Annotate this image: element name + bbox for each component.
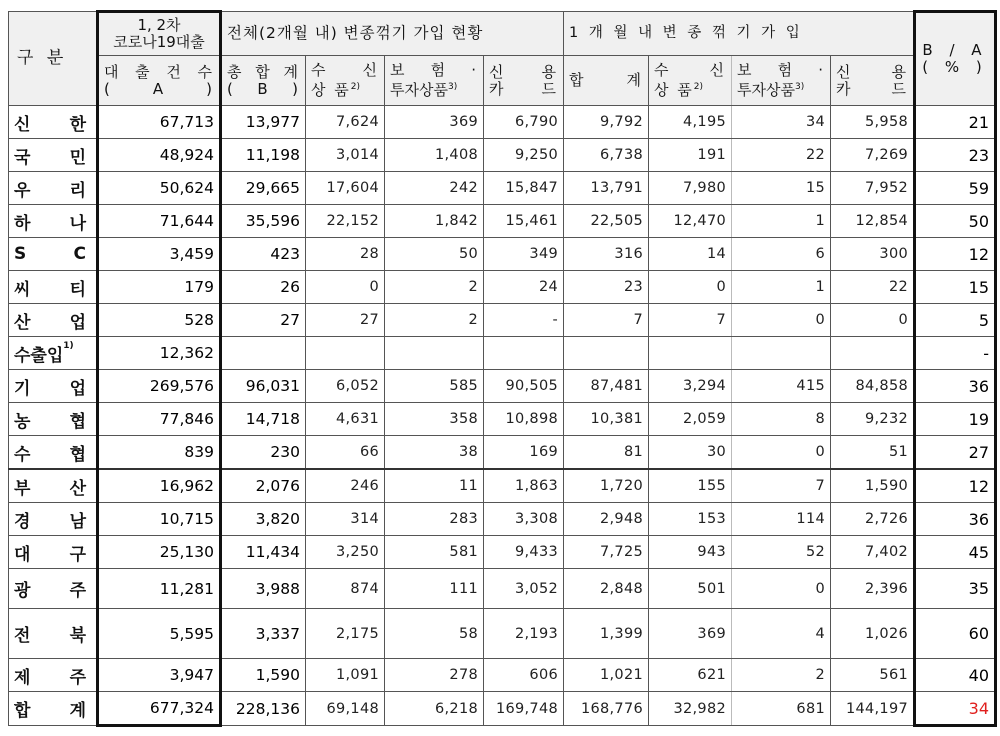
table-row (9, 106, 996, 139)
month-insurance-investment-products: 4 (732, 609, 831, 659)
month-total: 168,776 (564, 692, 649, 726)
insurance-investment-products: 358 (385, 403, 484, 436)
month-deposit-products: 153 (649, 503, 732, 536)
institution-name (9, 659, 98, 692)
insurance-investment-products: 581 (385, 536, 484, 569)
month-credit-card: 0 (831, 304, 915, 337)
total-sum-b: 2,076 (221, 469, 306, 503)
loan-group-line2: 코로나19대출 (113, 33, 205, 51)
loan-count-a: 3,459 (98, 238, 221, 271)
total-sum-b: 423 (221, 238, 306, 271)
insurance-investment-products: 283 (385, 503, 484, 536)
loan-count-a: 12,362 (98, 337, 221, 370)
loan-count-a: 269,576 (98, 370, 221, 403)
deposit-header (306, 56, 385, 106)
table-row (9, 337, 996, 370)
card-line1: 신 용 (489, 62, 558, 81)
month-insurance-investment-products (732, 337, 831, 370)
institution-name (9, 536, 98, 569)
month-credit-card: 22 (831, 271, 915, 304)
institution-name (9, 304, 98, 337)
institution-name-part-a: 부 (14, 478, 31, 499)
total-sum-b: 11,434 (221, 536, 306, 569)
month-insurance-investment-products: 7 (732, 469, 831, 503)
table-row (9, 370, 996, 403)
table-row (9, 304, 996, 337)
loan-group-header (98, 12, 221, 56)
month-deposit-line2: 상 품 (654, 81, 694, 99)
deposit-products: 1,091 (306, 659, 385, 692)
month-total: 87,481 (564, 370, 649, 403)
table-row (9, 536, 996, 569)
total-sum-b: 29,665 (221, 172, 306, 205)
month-insurance-investment-products: 34 (732, 106, 831, 139)
ratio-b-over-a: 45 (915, 536, 996, 569)
total-sum-b: 230 (221, 436, 306, 470)
deposit-products: 6,052 (306, 370, 385, 403)
total-sum-b: 3,337 (221, 609, 306, 659)
month-deposit-products: 14 (649, 238, 732, 271)
month-card-line1: 신 용 (836, 62, 908, 81)
table-row (9, 503, 996, 536)
institution-name (9, 436, 98, 470)
deposit-line2: 상 품 (311, 81, 351, 99)
ratio-b-over-a: 12 (915, 469, 996, 503)
institution-name-part-a: 대 (14, 544, 31, 565)
deposit-products: 69,148 (306, 692, 385, 726)
month-deposit-footnote: 2) (693, 82, 703, 92)
month-total (564, 337, 649, 370)
month-deposit-line1: 수 신 (654, 61, 726, 79)
institution-name (9, 469, 98, 503)
table-body (9, 106, 996, 726)
credit-card (484, 337, 564, 370)
one-month-tie-in-group-header: 1 개 월 내 변 종 꺾 기 가 입 (564, 12, 915, 56)
ratio-b-over-a: 15 (915, 271, 996, 304)
month-credit-card: 7,402 (831, 536, 915, 569)
institution-name-part-b: 협 (69, 444, 86, 465)
institution-name-part-b: 산 (69, 478, 86, 499)
loan-count-a: 839 (98, 436, 221, 470)
total-tie-in-group-header: 전체(2개월 내) 변종꺾기 가입 현황 (221, 12, 564, 56)
ratio-b-over-a: 34 (915, 692, 996, 726)
month-card-header (831, 56, 915, 106)
month-deposit-products: 0 (649, 271, 732, 304)
insurance-investment-products: 38 (385, 436, 484, 470)
total-sum-b: 3,988 (221, 569, 306, 609)
month-deposit-products: 155 (649, 469, 732, 503)
institution-name-part-b: 리 (69, 180, 86, 201)
institution-name-part-a: 산 (14, 312, 31, 333)
institution-name-part-a: 하 (14, 213, 31, 234)
table-row (9, 609, 996, 659)
institution-name (9, 370, 98, 403)
month-insurance-investment-products: 22 (732, 139, 831, 172)
month-insurance-investment-products: 1 (732, 205, 831, 238)
table-row (9, 139, 996, 172)
total-sum-b: 27 (221, 304, 306, 337)
ratio-b-over-a: 36 (915, 503, 996, 536)
institution-name-part-b: 한 (69, 114, 86, 135)
insurance-investment-products: 50 (385, 238, 484, 271)
card-header (484, 56, 564, 106)
month-total: 81 (564, 436, 649, 470)
total-sum-b: 228,136 (221, 692, 306, 726)
credit-card: 3,052 (484, 569, 564, 609)
month-total: 23 (564, 271, 649, 304)
ratio-b-over-a: 59 (915, 172, 996, 205)
institution-name (9, 172, 98, 205)
table-row (9, 403, 996, 436)
ratio-b-over-a: 19 (915, 403, 996, 436)
insurance-header (385, 56, 484, 106)
institution-name-part-a: 수출입 (14, 345, 64, 366)
month-insurance-investment-products: 114 (732, 503, 831, 536)
institution-name-part-b: 주 (69, 581, 86, 601)
month-credit-card: 84,858 (831, 370, 915, 403)
month-insurance-line1: 보 험 · (737, 61, 825, 79)
institution-name (9, 609, 98, 659)
month-deposit-products: 943 (649, 536, 732, 569)
loan-count-a: 677,324 (98, 692, 221, 726)
month-deposit-products: 2,059 (649, 403, 732, 436)
loan-count-line1: 대 출 건 수 (104, 62, 214, 81)
ratio-b-over-a: 50 (915, 205, 996, 238)
institution-name-part-b: 북 (69, 626, 86, 646)
credit-card: 10,898 (484, 403, 564, 436)
month-credit-card: 9,232 (831, 403, 915, 436)
credit-card: 2,193 (484, 609, 564, 659)
insurance-investment-products: 278 (385, 659, 484, 692)
institution-name (9, 403, 98, 436)
month-credit-card: 7,269 (831, 139, 915, 172)
month-credit-card: 144,197 (831, 692, 915, 726)
ratio-b-over-a: 21 (915, 106, 996, 139)
month-total: 1,021 (564, 659, 649, 692)
month-insurance-investment-products: 2 (732, 659, 831, 692)
insurance-investment-products: 2 (385, 304, 484, 337)
institution-name-part-a: 광 (14, 581, 31, 601)
total-sum-b (221, 337, 306, 370)
credit-card: - (484, 304, 564, 337)
total-sum-b: 1,590 (221, 659, 306, 692)
insurance-investment-products: 1,842 (385, 205, 484, 238)
credit-card: 349 (484, 238, 564, 271)
month-credit-card: 2,726 (831, 503, 915, 536)
deposit-footnote: 2) (350, 82, 360, 92)
insurance-investment-products: 2 (385, 271, 484, 304)
total-sum-b: 26 (221, 271, 306, 304)
table-row (9, 271, 996, 304)
month-deposit-products: 7 (649, 304, 732, 337)
institution-name-part-b: 계 (69, 701, 86, 721)
loan-count-a: 71,644 (98, 205, 221, 238)
ratio-b-over-a: 23 (915, 139, 996, 172)
loan-count-a: 50,624 (98, 172, 221, 205)
credit-card: 9,250 (484, 139, 564, 172)
credit-card: 169,748 (484, 692, 564, 726)
institution-name (9, 569, 98, 609)
institution-name-part-b: 업 (69, 312, 86, 333)
deposit-products: 7,624 (306, 106, 385, 139)
ratio-b-over-a: 60 (915, 609, 996, 659)
loan-count-a: 67,713 (98, 106, 221, 139)
institution-name (9, 205, 98, 238)
month-total: 13,791 (564, 172, 649, 205)
institution-name-part-b: 협 (69, 411, 86, 432)
institution-name-part-b: 구 (69, 544, 86, 565)
month-total: 10,381 (564, 403, 649, 436)
insurance-investment-products: 369 (385, 106, 484, 139)
ratio-header-line1: B / A (922, 41, 988, 59)
loan-group-line1: 1, 2차 (137, 16, 181, 34)
insurance-investment-products: 585 (385, 370, 484, 403)
institution-name-part-b: C (73, 244, 86, 264)
institution-name (9, 106, 98, 139)
card-line2: 카 드 (489, 79, 558, 98)
credit-card: 606 (484, 659, 564, 692)
deposit-products: 66 (306, 436, 385, 470)
deposit-products (306, 337, 385, 370)
loan-count-a: 11,281 (98, 569, 221, 609)
total-sum-header (221, 56, 306, 106)
month-credit-card (831, 337, 915, 370)
month-insurance-investment-products: 0 (732, 304, 831, 337)
month-total: 1,399 (564, 609, 649, 659)
table-row (9, 205, 996, 238)
institution-name (9, 692, 98, 726)
month-credit-card: 7,952 (831, 172, 915, 205)
institution-name (9, 271, 98, 304)
insurance-line1: 보 험 · (390, 61, 478, 79)
credit-card: 1,863 (484, 469, 564, 503)
total-sum-b: 96,031 (221, 370, 306, 403)
deposit-products: 27 (306, 304, 385, 337)
loan-count-a: 179 (98, 271, 221, 304)
insurance-investment-products (385, 337, 484, 370)
month-credit-card: 12,854 (831, 205, 915, 238)
month-total: 2,848 (564, 569, 649, 609)
institution-name-part-b: 주 (69, 667, 86, 688)
month-deposit-products: 7,980 (649, 172, 732, 205)
table-row (9, 569, 996, 609)
insurance-line2: 투자상품 (390, 81, 448, 99)
ratio-header (915, 12, 996, 106)
deposit-products: 22,152 (306, 205, 385, 238)
institution-name-part-a: 농 (14, 411, 31, 432)
table-row (9, 692, 996, 726)
ratio-b-over-a: - (915, 337, 996, 370)
month-total: 7 (564, 304, 649, 337)
total-sum-line2: ( B ) (227, 79, 300, 98)
loan-count-a: 5,595 (98, 609, 221, 659)
ratio-b-over-a: 12 (915, 238, 996, 271)
loan-count-a: 77,846 (98, 403, 221, 436)
insurance-investment-products: 1,408 (385, 139, 484, 172)
month-total: 2,948 (564, 503, 649, 536)
month-total: 22,505 (564, 205, 649, 238)
month-insurance-footnote: 3) (794, 82, 805, 92)
institution-name-part-a: 전 (14, 626, 31, 646)
deposit-products: 3,014 (306, 139, 385, 172)
total-sum-b: 13,977 (221, 106, 306, 139)
institution-name-part-b: 민 (69, 147, 86, 168)
institution-name-part-a: 우 (14, 180, 31, 201)
credit-card: 169 (484, 436, 564, 470)
institution-name (9, 337, 98, 370)
credit-card: 90,505 (484, 370, 564, 403)
month-deposit-products: 4,195 (649, 106, 732, 139)
month-deposit-products: 12,470 (649, 205, 732, 238)
month-sum-header: 합 계 (564, 56, 649, 106)
table-row (9, 436, 996, 470)
month-credit-card: 1,026 (831, 609, 915, 659)
total-sum-b: 11,198 (221, 139, 306, 172)
month-insurance-investment-products: 52 (732, 536, 831, 569)
institution-footnote: 1) (63, 340, 74, 351)
total-sum-b: 35,596 (221, 205, 306, 238)
month-credit-card: 561 (831, 659, 915, 692)
institution-name-part-b: 업 (69, 378, 86, 399)
credit-card: 9,433 (484, 536, 564, 569)
month-insurance-investment-products: 0 (732, 436, 831, 470)
month-insurance-investment-products: 15 (732, 172, 831, 205)
total-sum-b: 3,820 (221, 503, 306, 536)
ratio-b-over-a: 40 (915, 659, 996, 692)
month-insurance-investment-products: 0 (732, 569, 831, 609)
loan-count-a: 3,947 (98, 659, 221, 692)
insurance-investment-products: 242 (385, 172, 484, 205)
insurance-investment-products: 58 (385, 609, 484, 659)
institution-name-part-a: 씨 (14, 279, 31, 300)
deposit-products: 246 (306, 469, 385, 503)
institution-name-part-b: 티 (69, 279, 86, 300)
month-insurance-header (732, 56, 831, 106)
month-credit-card: 5,958 (831, 106, 915, 139)
institution-name-part-b: 나 (69, 213, 86, 234)
month-deposit-products: 3,294 (649, 370, 732, 403)
month-insurance-line2: 투자상품 (737, 81, 795, 99)
month-deposit-products: 32,982 (649, 692, 732, 726)
deposit-products: 314 (306, 503, 385, 536)
institution-name-part-a: 기 (14, 378, 31, 399)
ratio-b-over-a: 5 (915, 304, 996, 337)
institution-name (9, 238, 98, 271)
loan-count-a: 10,715 (98, 503, 221, 536)
institution-name (9, 139, 98, 172)
month-insurance-investment-products: 415 (732, 370, 831, 403)
month-deposit-header (649, 56, 732, 106)
month-insurance-investment-products: 681 (732, 692, 831, 726)
deposit-products: 4,631 (306, 403, 385, 436)
total-sum-b: 14,718 (221, 403, 306, 436)
month-total: 1,720 (564, 469, 649, 503)
institution-name-part-a: 신 (14, 114, 31, 135)
institution-name-part-b: 남 (69, 511, 86, 532)
insurance-footnote: 3) (447, 82, 458, 92)
credit-card: 15,847 (484, 172, 564, 205)
credit-card: 24 (484, 271, 564, 304)
table-row (9, 659, 996, 692)
month-deposit-products: 30 (649, 436, 732, 470)
institution-name-part-a: 제 (14, 667, 31, 688)
deposit-products: 874 (306, 569, 385, 609)
month-deposit-products (649, 337, 732, 370)
month-card-line2: 카 드 (836, 79, 908, 98)
institution-name-part-a: 수 (14, 444, 31, 465)
loan-count-header (98, 56, 221, 106)
institution-name (9, 503, 98, 536)
deposit-line1: 수 신 (311, 61, 379, 79)
deposit-products: 0 (306, 271, 385, 304)
table-row (9, 172, 996, 205)
month-insurance-investment-products: 1 (732, 271, 831, 304)
month-credit-card: 300 (831, 238, 915, 271)
month-credit-card: 1,590 (831, 469, 915, 503)
deposit-products: 3,250 (306, 536, 385, 569)
category-header: 구 분 (9, 12, 98, 106)
insurance-investment-products: 6,218 (385, 692, 484, 726)
insurance-investment-products: 111 (385, 569, 484, 609)
institution-name-part-a: 합 (14, 701, 31, 721)
month-total: 6,738 (564, 139, 649, 172)
month-insurance-investment-products: 6 (732, 238, 831, 271)
loan-count-a: 16,962 (98, 469, 221, 503)
month-credit-card: 2,396 (831, 569, 915, 609)
table-row (9, 238, 996, 271)
ratio-header-line2: ( % ) (922, 58, 988, 76)
month-deposit-products: 621 (649, 659, 732, 692)
ratio-b-over-a: 35 (915, 569, 996, 609)
deposit-products: 17,604 (306, 172, 385, 205)
month-deposit-products: 501 (649, 569, 732, 609)
credit-card: 6,790 (484, 106, 564, 139)
loan-count-a: 25,130 (98, 536, 221, 569)
institution-name-part-a: S (14, 244, 27, 264)
ratio-b-over-a: 36 (915, 370, 996, 403)
institution-name-part-a: 경 (14, 511, 31, 532)
month-deposit-products: 369 (649, 609, 732, 659)
loan-count-a: 48,924 (98, 139, 221, 172)
ratio-b-over-a: 27 (915, 436, 996, 470)
month-total: 7,725 (564, 536, 649, 569)
month-insurance-investment-products: 8 (732, 403, 831, 436)
deposit-products: 28 (306, 238, 385, 271)
credit-card: 3,308 (484, 503, 564, 536)
institution-name-part-a: 국 (14, 147, 31, 168)
month-total: 316 (564, 238, 649, 271)
loan-count-a: 528 (98, 304, 221, 337)
credit-card: 15,461 (484, 205, 564, 238)
total-sum-line1: 총 합 계 (227, 62, 300, 81)
loan-count-line2: ( A ) (104, 79, 214, 98)
month-deposit-products: 191 (649, 139, 732, 172)
month-credit-card: 51 (831, 436, 915, 470)
insurance-investment-products: 11 (385, 469, 484, 503)
coronavirus-loan-tie-in-table (8, 10, 997, 727)
month-total: 9,792 (564, 106, 649, 139)
deposit-products: 2,175 (306, 609, 385, 659)
table-row (9, 469, 996, 503)
